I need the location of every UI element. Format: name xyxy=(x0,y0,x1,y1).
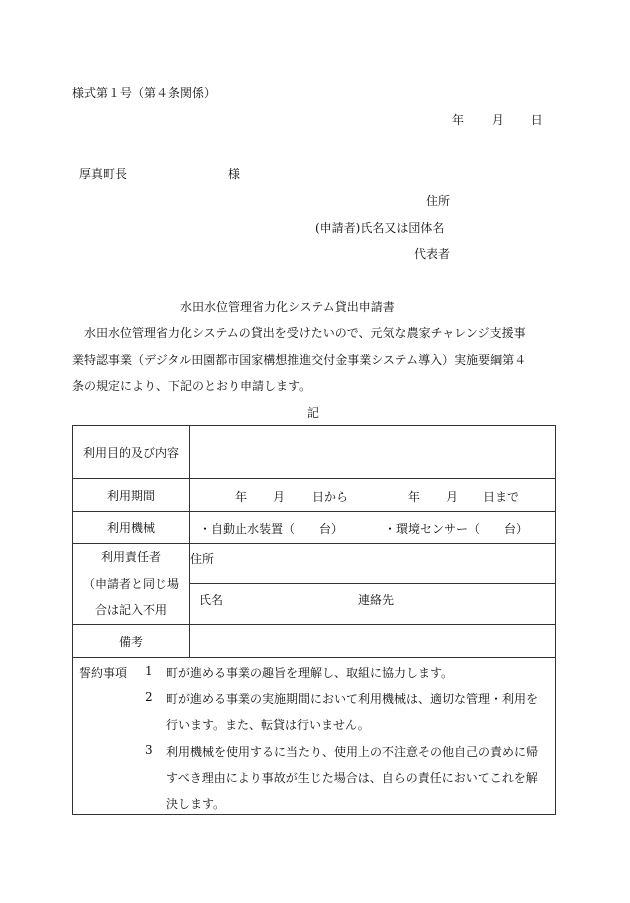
pledge-item-2-number: 2 xyxy=(145,690,153,704)
document-title: 水田水位管理省力化システム貸出申請書 xyxy=(180,300,395,314)
period-end-year: 年 xyxy=(408,490,421,504)
responsible-label xyxy=(73,544,190,625)
addressee-honorific: 様 xyxy=(228,167,241,181)
body-line-2: 業特認事業（デジタル田園都市国家構想推進交付金事業システム導入）実施要綱第４ xyxy=(72,353,527,367)
addressee-name: 厚真町長 xyxy=(79,167,128,181)
date-line xyxy=(452,111,543,128)
pledge-item-3-line-1: 利用機械を使用するに当たり、使用上の不注意その他自己の責めに帰 xyxy=(166,745,539,759)
purpose-label: 利用目的及び内容 xyxy=(73,426,190,479)
purpose-field[interactable] xyxy=(190,426,556,479)
remarks-label: 備考 xyxy=(73,625,190,658)
responsible-address-field[interactable] xyxy=(190,544,556,584)
period-end-month: 月 xyxy=(446,490,459,504)
applicant-address-label: 住所 xyxy=(426,194,451,208)
responsible-label-line-1: 利用責任者 xyxy=(100,550,161,565)
period-start-suffix: 日から xyxy=(312,490,349,504)
pledge-item-3-line-2: すべき理由により事故が生じた場合は、自らの責任においてこれを解 xyxy=(166,771,538,785)
pledge-item-2-line-1: 町が進める事業の実施期間において利用機械は、適切な管理・利用を xyxy=(166,692,539,706)
equipment-item-env-sensor: ・環境センサー（ 台） xyxy=(384,522,529,536)
responsible-address-label: 住所 xyxy=(190,552,215,566)
responsible-label-line-3: 合は記入不用 xyxy=(94,603,167,618)
pledge-item-3-number: 3 xyxy=(145,743,153,757)
pledge-label: 誓約事項 xyxy=(79,666,128,680)
period-start-year: 年 xyxy=(235,490,248,504)
responsible-label-line-2: （申請者と同じ場 xyxy=(82,576,179,591)
period-end-suffix: 日まで xyxy=(483,490,520,504)
equipment-field[interactable] xyxy=(190,512,556,544)
remarks-field[interactable] xyxy=(190,625,556,658)
application-table xyxy=(72,425,556,815)
date-day-label: 日 xyxy=(530,113,543,127)
responsible-name-field[interactable] xyxy=(190,584,556,625)
period-start-month: 月 xyxy=(273,490,286,504)
responsible-contact-label: 連絡先 xyxy=(358,593,395,607)
pledge-row xyxy=(73,658,556,815)
period-field[interactable] xyxy=(190,479,556,512)
date-year-label: 年 xyxy=(452,113,465,127)
form-number: 様式第１号（第４条関係） xyxy=(72,86,217,100)
responsible-row-address xyxy=(73,544,556,584)
pledge-item-3-line-3: 決します。 xyxy=(166,797,226,811)
pledge-item-2-line-2: 行います。また、転貸は行いません。 xyxy=(166,718,370,732)
date-month-label: 月 xyxy=(491,113,504,127)
pledge-cell xyxy=(73,658,556,815)
equipment-row xyxy=(73,512,556,544)
equipment-item-auto-stop: ・自動止水装置（ 台） xyxy=(199,522,344,536)
period-row xyxy=(73,479,556,512)
body-line-3: 条の規定により、下記のとおり申請します。 xyxy=(72,379,312,393)
pledge-item-1-number: 1 xyxy=(145,664,153,678)
ki-heading: 記 xyxy=(307,406,320,420)
remarks-row xyxy=(73,625,556,658)
period-label: 利用期間 xyxy=(73,479,190,512)
purpose-row xyxy=(73,426,556,479)
body-line-1: 水田水位管理省力化システムの貸出を受けたいので、元気な農家チャレンジ支援事 xyxy=(72,326,526,340)
responsible-name-label: 氏名 xyxy=(199,593,224,607)
applicant-name-label: (申請者)氏名又は団体名 xyxy=(315,221,445,235)
equipment-label: 利用機械 xyxy=(73,512,190,544)
pledge-item-1-line-1: 町が進める事業の趣旨を理解し、取組に協力します。 xyxy=(166,666,454,680)
applicant-representative-label: 代表者 xyxy=(414,247,451,261)
